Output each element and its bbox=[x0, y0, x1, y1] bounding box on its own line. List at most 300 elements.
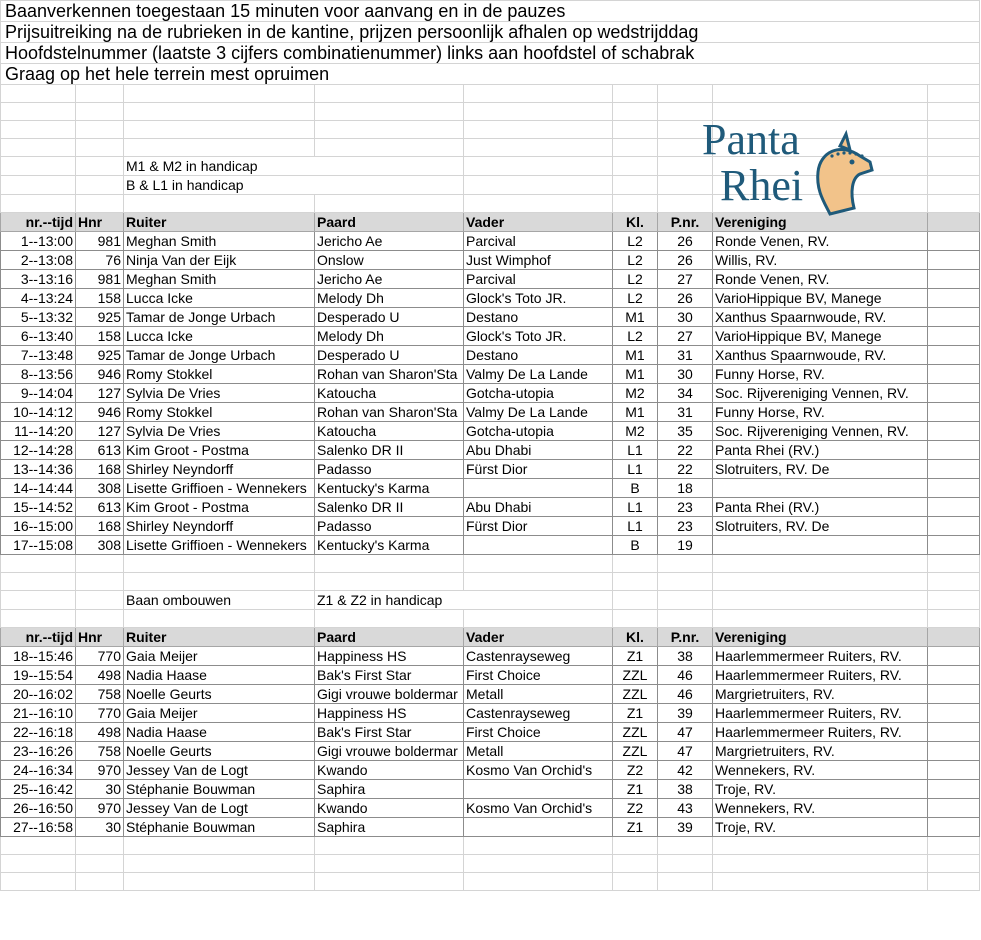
cell bbox=[1, 591, 76, 610]
nr-tijd-cell: 14--14:44 bbox=[1, 479, 76, 498]
vader-cell: Castenrayseweg bbox=[464, 704, 613, 723]
klasse-cell: Z1 bbox=[613, 818, 658, 837]
paard-cell: Rohan van Sharon'Sta bbox=[315, 365, 464, 384]
vereniging-cell: Xanthus Spaarnwoude, RV. bbox=[713, 346, 928, 365]
cell bbox=[928, 555, 980, 573]
vader-cell: Valmy De La Lande bbox=[464, 403, 613, 422]
cell bbox=[464, 139, 613, 157]
section-subtitle: B & L1 in handicap bbox=[124, 176, 464, 195]
cell bbox=[928, 498, 980, 517]
vader-cell: Abu Dhabi bbox=[464, 441, 613, 460]
note-row bbox=[1, 22, 980, 43]
cell bbox=[464, 85, 613, 103]
pnr-cell: 18 bbox=[658, 479, 713, 498]
column-header: Kl. bbox=[613, 213, 658, 232]
paard-cell: Saphira bbox=[315, 818, 464, 837]
ruiter-cell: Noelle Geurts bbox=[124, 742, 315, 761]
klasse-cell: M1 bbox=[613, 365, 658, 384]
hnr-cell: 925 bbox=[76, 308, 124, 327]
cell bbox=[124, 103, 315, 121]
cell bbox=[613, 176, 658, 195]
cell bbox=[613, 873, 658, 891]
klasse-cell: ZZL bbox=[613, 666, 658, 685]
cell bbox=[928, 855, 980, 873]
klasse-cell: Z2 bbox=[613, 799, 658, 818]
break-row bbox=[1, 591, 980, 610]
break-label: Baan ombouwen bbox=[124, 591, 315, 610]
pnr-cell: 42 bbox=[658, 761, 713, 780]
nr-tijd-cell: 16--15:00 bbox=[1, 517, 76, 536]
vader-cell: Valmy De La Lande bbox=[464, 365, 613, 384]
cell bbox=[613, 573, 658, 591]
klasse-cell: L2 bbox=[613, 251, 658, 270]
table-row bbox=[1, 441, 980, 460]
paard-cell: Kwando bbox=[315, 799, 464, 818]
cell bbox=[928, 195, 980, 213]
vader-cell: Glock's Toto JR. bbox=[464, 289, 613, 308]
cell bbox=[928, 837, 980, 855]
table-row bbox=[1, 685, 980, 704]
ruiter-cell: Jessey Van de Logt bbox=[124, 761, 315, 780]
ruiter-cell: Shirley Neyndorff bbox=[124, 460, 315, 479]
cell bbox=[1, 176, 76, 195]
ruiter-cell: Lisette Griffioen - Wennekers bbox=[124, 479, 315, 498]
vereniging-cell: Wennekers, RV. bbox=[713, 761, 928, 780]
vereniging-cell: Wennekers, RV. bbox=[713, 799, 928, 818]
table-row bbox=[1, 517, 980, 536]
vereniging-cell: Margrietruiters, RV. bbox=[713, 742, 928, 761]
vader-cell: Metall bbox=[464, 685, 613, 704]
klasse-cell: L2 bbox=[613, 270, 658, 289]
cell bbox=[928, 365, 980, 384]
ruiter-cell: Lucca Icke bbox=[124, 289, 315, 308]
cell bbox=[124, 121, 315, 139]
vereniging-cell: Panta Rhei (RV.) bbox=[713, 498, 928, 517]
cell bbox=[658, 555, 713, 573]
cell bbox=[928, 157, 980, 176]
table-row bbox=[1, 327, 980, 346]
table-row bbox=[1, 761, 980, 780]
nr-tijd-cell: 12--14:28 bbox=[1, 441, 76, 460]
ruiter-cell: Ninja Van der Eijk bbox=[124, 251, 315, 270]
cell bbox=[1, 195, 76, 213]
vereniging-cell: Haarlemmermeer Ruiters, RV. bbox=[713, 647, 928, 666]
vader-cell: Glock's Toto JR. bbox=[464, 327, 613, 346]
cell bbox=[928, 873, 980, 891]
cell bbox=[928, 479, 980, 498]
cell bbox=[1, 837, 76, 855]
hnr-cell: 168 bbox=[76, 460, 124, 479]
cell bbox=[76, 555, 124, 573]
table-row bbox=[1, 536, 980, 555]
cell bbox=[928, 139, 980, 157]
nr-tijd-cell: 13--14:36 bbox=[1, 460, 76, 479]
cell bbox=[613, 157, 658, 176]
cell bbox=[928, 591, 980, 610]
cell bbox=[1, 855, 76, 873]
vader-cell: Fürst Dior bbox=[464, 460, 613, 479]
klasse-cell: M1 bbox=[613, 346, 658, 365]
pnr-cell: 23 bbox=[658, 498, 713, 517]
pnr-cell: 43 bbox=[658, 799, 713, 818]
note-line: Graag op het hele terrein mest opruimen bbox=[1, 64, 980, 85]
nr-tijd-cell: 3--13:16 bbox=[1, 270, 76, 289]
table-row bbox=[1, 289, 980, 308]
klasse-cell: ZZL bbox=[613, 685, 658, 704]
paard-cell: Kentucky's Karma bbox=[315, 479, 464, 498]
cell bbox=[464, 176, 613, 195]
hnr-cell: 946 bbox=[76, 403, 124, 422]
ruiter-cell: Kim Groot - Postma bbox=[124, 498, 315, 517]
paard-cell: Saphira bbox=[315, 780, 464, 799]
hnr-cell: 613 bbox=[76, 441, 124, 460]
cell bbox=[124, 837, 315, 855]
cell bbox=[1, 555, 76, 573]
cell bbox=[76, 591, 124, 610]
note-line: Hoofdstelnummer (laatste 3 cijfers combinatienummer) links aan hoofdstel of schabrak bbox=[1, 43, 980, 64]
hnr-cell: 498 bbox=[76, 666, 124, 685]
pnr-cell: 30 bbox=[658, 365, 713, 384]
pnr-cell: 19 bbox=[658, 536, 713, 555]
hnr-cell: 946 bbox=[76, 365, 124, 384]
paard-cell: Kentucky's Karma bbox=[315, 536, 464, 555]
hnr-cell: 758 bbox=[76, 685, 124, 704]
pnr-cell: 35 bbox=[658, 422, 713, 441]
cell bbox=[928, 308, 980, 327]
vader-cell bbox=[464, 818, 613, 837]
pnr-cell: 46 bbox=[658, 685, 713, 704]
cell bbox=[464, 121, 613, 139]
note-row bbox=[1, 64, 980, 85]
cell bbox=[928, 232, 980, 251]
hnr-cell: 168 bbox=[76, 517, 124, 536]
cell bbox=[713, 610, 928, 628]
klasse-cell: M1 bbox=[613, 308, 658, 327]
ruiter-cell: Noelle Geurts bbox=[124, 685, 315, 704]
cell bbox=[928, 103, 980, 121]
paard-cell: Melody Dh bbox=[315, 327, 464, 346]
nr-tijd-cell: 18--15:46 bbox=[1, 647, 76, 666]
column-header: nr.--tijd bbox=[1, 213, 76, 232]
cell bbox=[315, 195, 464, 213]
paard-cell: Katoucha bbox=[315, 384, 464, 403]
table-row bbox=[1, 780, 980, 799]
pnr-cell: 27 bbox=[658, 327, 713, 346]
cell bbox=[928, 85, 980, 103]
paard-cell: Kwando bbox=[315, 761, 464, 780]
klasse-cell: L2 bbox=[613, 232, 658, 251]
nr-tijd-cell: 20--16:02 bbox=[1, 685, 76, 704]
column-header: Ruiter bbox=[124, 213, 315, 232]
cell bbox=[124, 610, 315, 628]
ruiter-cell: Romy Stokkel bbox=[124, 365, 315, 384]
table-row bbox=[1, 704, 980, 723]
klasse-cell: M2 bbox=[613, 422, 658, 441]
paard-cell: Salenko DR II bbox=[315, 441, 464, 460]
hnr-cell: 970 bbox=[76, 799, 124, 818]
cell bbox=[928, 685, 980, 704]
ruiter-cell: Tamar de Jonge Urbach bbox=[124, 308, 315, 327]
ruiter-cell: Stéphanie Bouwman bbox=[124, 818, 315, 837]
nr-tijd-cell: 5--13:32 bbox=[1, 308, 76, 327]
table-row bbox=[1, 232, 980, 251]
cell bbox=[464, 873, 613, 891]
vader-cell: Abu Dhabi bbox=[464, 498, 613, 517]
paard-cell: Bak's First Star bbox=[315, 723, 464, 742]
cell bbox=[315, 837, 464, 855]
empty-row bbox=[1, 837, 980, 855]
note-line: Prijsuitreiking na de rubrieken in de kantine, prijzen persoonlijk afhalen op wedstrijddag bbox=[1, 22, 980, 43]
table-row bbox=[1, 365, 980, 384]
empty-row bbox=[1, 610, 980, 628]
klasse-cell: L2 bbox=[613, 327, 658, 346]
table-row bbox=[1, 647, 980, 666]
cell bbox=[315, 610, 464, 628]
cell bbox=[928, 213, 980, 232]
cell bbox=[928, 121, 980, 139]
klasse-cell: ZZL bbox=[613, 742, 658, 761]
hnr-cell: 758 bbox=[76, 742, 124, 761]
vereniging-cell: Haarlemmermeer Ruiters, RV. bbox=[713, 666, 928, 685]
column-header: nr.--tijd bbox=[1, 628, 76, 647]
paard-cell: Desperado U bbox=[315, 346, 464, 365]
cell bbox=[928, 403, 980, 422]
cell bbox=[76, 610, 124, 628]
cell bbox=[124, 85, 315, 103]
pnr-cell: 31 bbox=[658, 403, 713, 422]
klasse-cell: Z2 bbox=[613, 761, 658, 780]
column-header: Vereniging bbox=[713, 213, 928, 232]
cell bbox=[76, 195, 124, 213]
klasse-cell: Z1 bbox=[613, 704, 658, 723]
pnr-cell: 23 bbox=[658, 517, 713, 536]
cell bbox=[76, 157, 124, 176]
cell bbox=[928, 628, 980, 647]
cell bbox=[928, 441, 980, 460]
cell bbox=[713, 555, 928, 573]
klasse-cell: Z1 bbox=[613, 780, 658, 799]
cell bbox=[76, 176, 124, 195]
cell bbox=[658, 873, 713, 891]
cell bbox=[613, 195, 658, 213]
klasse-cell: L1 bbox=[613, 441, 658, 460]
hnr-cell: 770 bbox=[76, 704, 124, 723]
klasse-cell: Z1 bbox=[613, 647, 658, 666]
vader-cell bbox=[464, 479, 613, 498]
cell bbox=[928, 799, 980, 818]
nr-tijd-cell: 4--13:24 bbox=[1, 289, 76, 308]
vereniging-cell: Soc. Rijvereniging Vennen, RV. bbox=[713, 384, 928, 403]
pnr-cell: 38 bbox=[658, 780, 713, 799]
ruiter-cell: Sylvia De Vries bbox=[124, 384, 315, 403]
hnr-cell: 30 bbox=[76, 780, 124, 799]
vader-cell: Destano bbox=[464, 308, 613, 327]
ruiter-cell: Tamar de Jonge Urbach bbox=[124, 346, 315, 365]
table-row bbox=[1, 460, 980, 479]
klasse-cell: M1 bbox=[613, 403, 658, 422]
vader-cell: Just Wimphof bbox=[464, 251, 613, 270]
cell bbox=[713, 855, 928, 873]
cell bbox=[658, 855, 713, 873]
pnr-cell: 22 bbox=[658, 460, 713, 479]
column-header: Paard bbox=[315, 628, 464, 647]
nr-tijd-cell: 17--15:08 bbox=[1, 536, 76, 555]
nr-tijd-cell: 15--14:52 bbox=[1, 498, 76, 517]
ruiter-cell: Meghan Smith bbox=[124, 270, 315, 289]
hnr-cell: 925 bbox=[76, 346, 124, 365]
cell bbox=[1, 139, 76, 157]
nr-tijd-cell: 22--16:18 bbox=[1, 723, 76, 742]
cell bbox=[928, 327, 980, 346]
cell bbox=[124, 195, 315, 213]
empty-row bbox=[1, 85, 980, 103]
column-header: P.nr. bbox=[658, 628, 713, 647]
paard-cell: Melody Dh bbox=[315, 289, 464, 308]
nr-tijd-cell: 21--16:10 bbox=[1, 704, 76, 723]
hnr-cell: 498 bbox=[76, 723, 124, 742]
table-row bbox=[1, 479, 980, 498]
note-row bbox=[1, 43, 980, 64]
break-subtitle: Z1 & Z2 in handicap bbox=[315, 591, 613, 610]
cell bbox=[713, 837, 928, 855]
cell bbox=[658, 85, 713, 103]
pnr-cell: 47 bbox=[658, 742, 713, 761]
pnr-cell: 47 bbox=[658, 723, 713, 742]
nr-tijd-cell: 2--13:08 bbox=[1, 251, 76, 270]
pnr-cell: 34 bbox=[658, 384, 713, 403]
cell bbox=[928, 610, 980, 628]
vereniging-cell: Ronde Venen, RV. bbox=[713, 232, 928, 251]
table-header-row bbox=[1, 628, 980, 647]
nr-tijd-cell: 11--14:20 bbox=[1, 422, 76, 441]
cell bbox=[713, 591, 928, 610]
cell bbox=[464, 195, 613, 213]
nr-tijd-cell: 9--14:04 bbox=[1, 384, 76, 403]
vader-cell: Gotcha-utopia bbox=[464, 422, 613, 441]
cell bbox=[464, 610, 613, 628]
cell bbox=[613, 139, 658, 157]
hnr-cell: 30 bbox=[76, 818, 124, 837]
cell bbox=[928, 818, 980, 837]
cell bbox=[658, 610, 713, 628]
cell bbox=[124, 573, 315, 591]
vereniging-cell: Ronde Venen, RV. bbox=[713, 270, 928, 289]
cell bbox=[613, 610, 658, 628]
ruiter-cell: Romy Stokkel bbox=[124, 403, 315, 422]
table-row bbox=[1, 308, 980, 327]
ruiter-cell: Nadia Haase bbox=[124, 723, 315, 742]
logo-word-panta: Panta bbox=[702, 115, 800, 164]
cell bbox=[613, 103, 658, 121]
vereniging-cell: VarioHippique BV, Manege bbox=[713, 327, 928, 346]
cell bbox=[928, 422, 980, 441]
ruiter-cell: Meghan Smith bbox=[124, 232, 315, 251]
table-row bbox=[1, 498, 980, 517]
vereniging-cell: Willis, RV. bbox=[713, 251, 928, 270]
pnr-cell: 38 bbox=[658, 647, 713, 666]
ruiter-cell: Shirley Neyndorff bbox=[124, 517, 315, 536]
cell bbox=[124, 555, 315, 573]
cell bbox=[658, 573, 713, 591]
cell bbox=[613, 85, 658, 103]
table-row bbox=[1, 403, 980, 422]
nr-tijd-cell: 7--13:48 bbox=[1, 346, 76, 365]
vereniging-cell: Troje, RV. bbox=[713, 780, 928, 799]
cell bbox=[713, 873, 928, 891]
cell bbox=[928, 666, 980, 685]
horse-head-icon bbox=[818, 149, 872, 214]
ruiter-cell: Jessey Van de Logt bbox=[124, 799, 315, 818]
cell bbox=[76, 837, 124, 855]
cell bbox=[928, 723, 980, 742]
hnr-cell: 308 bbox=[76, 479, 124, 498]
cell bbox=[464, 855, 613, 873]
cell bbox=[464, 157, 613, 176]
cell bbox=[76, 573, 124, 591]
cell bbox=[1, 157, 76, 176]
ruiter-cell: Gaia Meijer bbox=[124, 647, 315, 666]
cell bbox=[315, 139, 464, 157]
pnr-cell: 31 bbox=[658, 346, 713, 365]
vereniging-cell: Troje, RV. bbox=[713, 818, 928, 837]
cell bbox=[1, 610, 76, 628]
hnr-cell: 127 bbox=[76, 384, 124, 403]
panta-rhei-logo bbox=[700, 112, 884, 222]
vereniging-cell: Margrietruiters, RV. bbox=[713, 685, 928, 704]
nr-tijd-cell: 23--16:26 bbox=[1, 742, 76, 761]
hnr-cell: 308 bbox=[76, 536, 124, 555]
nr-tijd-cell: 26--16:50 bbox=[1, 799, 76, 818]
hnr-cell: 981 bbox=[76, 232, 124, 251]
column-header: Paard bbox=[315, 213, 464, 232]
hnr-cell: 613 bbox=[76, 498, 124, 517]
pnr-cell: 46 bbox=[658, 666, 713, 685]
cell bbox=[928, 289, 980, 308]
column-header: Hnr bbox=[76, 213, 124, 232]
cell bbox=[76, 121, 124, 139]
cell bbox=[928, 517, 980, 536]
paard-cell: Gigi vrouwe boldermar bbox=[315, 742, 464, 761]
cell bbox=[76, 873, 124, 891]
paard-cell: Jericho Ae bbox=[315, 232, 464, 251]
ruiter-cell: Sylvia De Vries bbox=[124, 422, 315, 441]
hnr-cell: 158 bbox=[76, 289, 124, 308]
note-line: Baanverkennen toegestaan 15 minuten voor aanvang en in de pauzes bbox=[1, 1, 980, 22]
nr-tijd-cell: 8--13:56 bbox=[1, 365, 76, 384]
vader-cell: First Choice bbox=[464, 666, 613, 685]
cell bbox=[315, 85, 464, 103]
vader-cell: Gotcha-utopia bbox=[464, 384, 613, 403]
vader-cell: Parcival bbox=[464, 270, 613, 289]
paard-cell: Padasso bbox=[315, 460, 464, 479]
table-row bbox=[1, 384, 980, 403]
table-row bbox=[1, 270, 980, 289]
table-row bbox=[1, 818, 980, 837]
ruiter-cell: Gaia Meijer bbox=[124, 704, 315, 723]
ruiter-cell: Nadia Haase bbox=[124, 666, 315, 685]
cell bbox=[1, 873, 76, 891]
cell bbox=[928, 176, 980, 195]
pnr-cell: 30 bbox=[658, 308, 713, 327]
cell bbox=[928, 704, 980, 723]
vader-cell bbox=[464, 780, 613, 799]
cell bbox=[1, 103, 76, 121]
cell bbox=[928, 460, 980, 479]
table-row bbox=[1, 742, 980, 761]
cell bbox=[1, 85, 76, 103]
hnr-cell: 981 bbox=[76, 270, 124, 289]
cell bbox=[315, 855, 464, 873]
